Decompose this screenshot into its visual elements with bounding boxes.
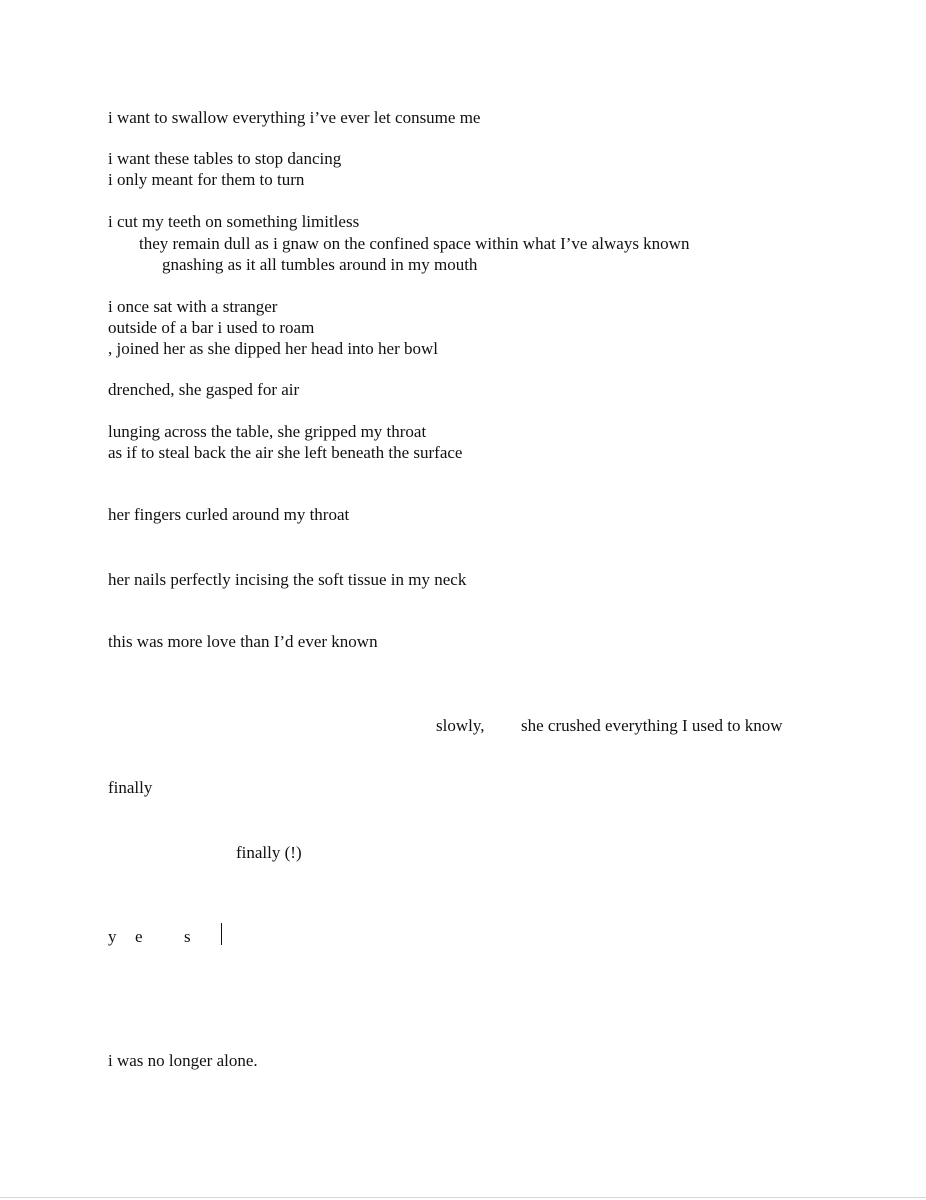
poem-line: i only meant for them to turn — [108, 170, 305, 189]
poem-line: this was more love than I’d ever known — [108, 632, 378, 651]
poem-line: drenched, she gasped for air — [108, 380, 300, 399]
poem-line: , joined her as she dipped her head into her bowl — [108, 339, 438, 358]
poem-line: i cut my teeth on something limitless — [108, 212, 360, 231]
poem-letter: y — [108, 927, 117, 946]
text-cursor — [221, 923, 222, 945]
poem-line: i once sat with a stranger — [108, 297, 278, 316]
poem-letter: s — [184, 927, 191, 946]
poem-line: her nails perfectly incising the soft tissue in my neck — [108, 570, 467, 589]
poem-line: i was no longer alone. — [108, 1051, 258, 1070]
poem-letter: e — [135, 927, 143, 946]
poem-line-indented: gnashing as it all tumbles around in my mouth — [162, 255, 478, 274]
poem-line: i want to swallow everything i’ve ever let consume me — [108, 108, 481, 127]
poem-line: as if to steal back the air she left beneath the surface — [108, 443, 463, 462]
poem-line: her fingers curled around my throat — [108, 505, 350, 524]
poem-line-indented: they remain dull as i gnaw on the confined space within what I’ve always known — [139, 234, 690, 253]
poem-line: she crushed everything I used to know — [521, 716, 783, 735]
poem-line: lunging across the table, she gripped my throat — [108, 422, 427, 441]
poem-word: slowly, — [436, 716, 485, 735]
poem-line: outside of a bar i used to roam — [108, 318, 315, 337]
poem-line: finally (!) — [236, 843, 302, 862]
poem-line: i want these tables to stop dancing — [108, 149, 342, 168]
poem-line: finally — [108, 778, 153, 797]
